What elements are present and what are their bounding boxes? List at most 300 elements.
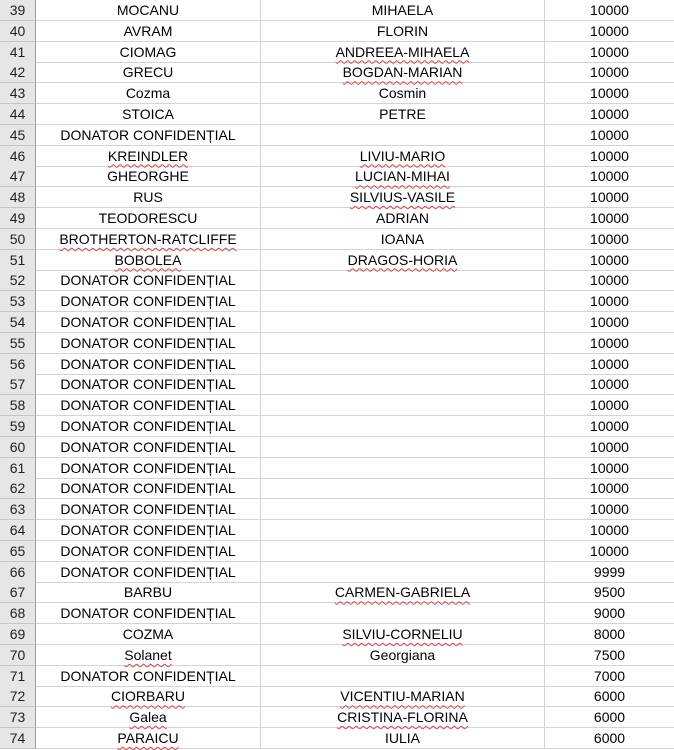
cell-first-name-text: IOANA — [380, 230, 425, 247]
table-row[interactable] — [0, 21, 674, 42]
cell-amount-text: 6000 — [593, 688, 626, 705]
cell-last-name-text: DONATOR CONFIDENȚIAL — [60, 397, 236, 414]
row-header[interactable] — [0, 624, 36, 645]
cell-amount[interactable] — [545, 603, 674, 624]
cell-amount-text: 10000 — [590, 189, 629, 206]
row-header-text: 68 — [9, 605, 26, 622]
row-header-text: 71 — [9, 667, 26, 684]
table-row[interactable] — [0, 270, 674, 291]
cell-amount[interactable] — [545, 666, 674, 687]
cell-amount-text: 10000 — [590, 376, 629, 393]
cell-amount[interactable] — [545, 291, 674, 312]
cell-last-name-text: DONATOR CONFIDENȚIAL — [60, 293, 236, 310]
row-header[interactable] — [0, 458, 36, 479]
row-header[interactable] — [0, 728, 36, 749]
row-header[interactable] — [0, 478, 36, 499]
row-header[interactable] — [0, 374, 36, 395]
row-header[interactable] — [0, 187, 36, 208]
cell-amount-text: 10000 — [590, 355, 629, 372]
cell-amount[interactable] — [545, 250, 674, 271]
table-row[interactable] — [0, 707, 674, 728]
cell-amount-text: 9500 — [593, 584, 626, 601]
row-header-text: 62 — [9, 480, 26, 497]
cell-last-name-text: KREINDLER — [107, 147, 189, 164]
row-header[interactable] — [0, 250, 36, 271]
table-row[interactable] — [0, 416, 674, 437]
table-row[interactable] — [0, 146, 674, 167]
cell-last-name[interactable] — [36, 187, 261, 208]
row-header-text: 54 — [9, 314, 26, 330]
cell-amount-text: 10000 — [590, 147, 629, 164]
cell-last-name-text: DONATOR CONFIDENȚIAL — [60, 272, 236, 289]
cell-last-name[interactable] — [36, 250, 261, 271]
cell-amount-text: 10000 — [590, 272, 629, 289]
row-header[interactable] — [0, 83, 36, 104]
table-row[interactable] — [0, 728, 674, 749]
cell-last-name[interactable] — [36, 416, 261, 437]
cell-last-name-text: DONATOR CONFIDENȚIAL — [60, 438, 236, 455]
cell-amount[interactable] — [545, 146, 674, 167]
cell-last-name-text: GRECU — [122, 64, 174, 81]
row-header-text: 63 — [9, 501, 26, 518]
row-header[interactable] — [0, 416, 36, 437]
table-row[interactable] — [0, 42, 674, 63]
cell-last-name[interactable] — [36, 83, 261, 104]
cell-first-name-text: SILVIU-CORNELIU — [342, 626, 463, 642]
cell-amount[interactable] — [545, 437, 674, 458]
cell-first-name[interactable] — [261, 645, 545, 666]
cell-last-name-text: DONATOR CONFIDENȚIAL — [60, 501, 236, 518]
cell-first-name[interactable] — [261, 208, 545, 229]
row-header[interactable] — [0, 229, 36, 250]
row-header-text: 40 — [9, 22, 26, 39]
cell-amount-text: 10000 — [590, 522, 629, 538]
cell-last-name-text: BARBU — [123, 584, 173, 601]
cell-last-name[interactable] — [36, 21, 261, 42]
cell-amount-text: 10000 — [590, 438, 629, 455]
row-header[interactable] — [0, 312, 36, 333]
cell-first-name[interactable] — [261, 333, 545, 354]
cell-first-name[interactable] — [261, 229, 545, 250]
cell-first-name[interactable] — [261, 707, 545, 728]
row-header[interactable] — [0, 291, 36, 312]
cell-last-name[interactable] — [36, 624, 261, 645]
cell-last-name[interactable] — [36, 541, 261, 562]
cell-amount-text: 6000 — [593, 709, 626, 726]
cell-amount[interactable] — [545, 125, 674, 146]
row-header-text: 69 — [9, 626, 26, 642]
table-row[interactable] — [0, 582, 674, 603]
row-header[interactable] — [0, 645, 36, 666]
cell-first-name[interactable] — [261, 541, 545, 562]
cell-last-name[interactable] — [36, 166, 261, 187]
cell-amount[interactable] — [545, 333, 674, 354]
cell-amount-text: 10000 — [590, 251, 629, 268]
row-header-text: 73 — [9, 709, 26, 726]
cell-amount-text: 7000 — [593, 667, 626, 684]
cell-amount[interactable] — [545, 582, 674, 603]
row-header-text: 66 — [9, 563, 26, 580]
row-header[interactable] — [0, 582, 36, 603]
table-row[interactable] — [0, 208, 674, 229]
cell-amount[interactable] — [545, 541, 674, 562]
row-header[interactable] — [0, 21, 36, 42]
table-row[interactable] — [0, 125, 674, 146]
row-header[interactable] — [0, 520, 36, 541]
cell-last-name-text: STOICA — [122, 106, 174, 122]
row-header-text: 43 — [9, 85, 26, 102]
cell-first-name[interactable] — [261, 395, 545, 416]
row-header-text: 67 — [9, 584, 26, 601]
row-header[interactable] — [0, 146, 36, 167]
cell-last-name-text: TEODORESCU — [98, 210, 198, 226]
cell-first-name[interactable] — [261, 83, 545, 104]
cell-first-name-text: IULIA — [384, 730, 420, 746]
cell-amount[interactable] — [545, 395, 674, 416]
cell-first-name-text: ADRIAN — [376, 210, 429, 226]
cell-amount-text: 10000 — [590, 2, 629, 18]
cell-first-name-text: LIVIU-MARIO — [359, 147, 446, 164]
cell-last-name[interactable] — [36, 478, 261, 499]
cell-amount-text: 10000 — [590, 210, 629, 226]
cell-last-name-text: BOBOLEA — [114, 251, 182, 268]
row-header[interactable] — [0, 603, 36, 624]
cell-first-name[interactable] — [261, 582, 545, 603]
cell-first-name-text: FLORIN — [376, 22, 429, 39]
cell-amount-text: 10000 — [590, 230, 629, 247]
cell-last-name-text: CIORBARU — [111, 688, 185, 705]
table-row[interactable] — [0, 83, 674, 104]
cell-last-name[interactable] — [36, 208, 261, 229]
cell-last-name-text: GHEORGHE — [107, 168, 189, 185]
cell-last-name[interactable] — [36, 520, 261, 541]
cell-first-name[interactable] — [261, 0, 545, 21]
row-header-text: 42 — [9, 64, 26, 81]
cell-amount[interactable] — [545, 624, 674, 645]
cell-last-name[interactable] — [36, 666, 261, 687]
cell-last-name-text: CIOMAG — [119, 43, 177, 60]
cell-first-name[interactable] — [261, 250, 545, 271]
row-header-text: 57 — [9, 376, 26, 393]
row-header-text: 72 — [9, 688, 26, 705]
cell-last-name-text: DONATOR CONFIDENȚIAL — [60, 522, 236, 538]
table-row[interactable] — [0, 666, 674, 687]
cell-amount-text: 10000 — [590, 418, 629, 434]
row-header-text: 64 — [9, 522, 26, 538]
cell-last-name[interactable] — [36, 333, 261, 354]
cell-first-name-text: Georgiana — [369, 646, 436, 663]
cell-first-name[interactable] — [261, 458, 545, 479]
cell-amount[interactable] — [545, 645, 674, 666]
row-header[interactable] — [0, 707, 36, 728]
cell-amount[interactable] — [545, 312, 674, 333]
table-row[interactable] — [0, 520, 674, 541]
cell-last-name-text: DONATOR CONFIDENȚIAL — [60, 480, 236, 497]
cell-last-name[interactable] — [36, 312, 261, 333]
cell-amount[interactable] — [545, 83, 674, 104]
cell-amount-text: 10000 — [590, 64, 629, 81]
cell-first-name[interactable] — [261, 374, 545, 395]
cell-amount-text: 7500 — [593, 646, 626, 663]
row-header-text: 44 — [9, 106, 26, 122]
cell-first-name[interactable] — [261, 624, 545, 645]
cell-first-name[interactable] — [261, 666, 545, 687]
cell-first-name[interactable] — [261, 166, 545, 187]
cell-amount[interactable] — [545, 707, 674, 728]
table-row[interactable] — [0, 624, 674, 645]
cell-amount-text: 10000 — [590, 43, 629, 60]
cell-last-name[interactable] — [36, 645, 261, 666]
row-header[interactable] — [0, 437, 36, 458]
row-header-text: 39 — [9, 2, 26, 18]
cell-amount[interactable] — [545, 104, 674, 125]
cell-last-name[interactable] — [36, 499, 261, 520]
row-header[interactable] — [0, 395, 36, 416]
cell-amount[interactable] — [545, 0, 674, 21]
row-header[interactable] — [0, 125, 36, 146]
cell-amount[interactable] — [545, 478, 674, 499]
cell-amount[interactable] — [545, 21, 674, 42]
cell-first-name[interactable] — [261, 270, 545, 291]
row-header-text: 70 — [9, 646, 26, 663]
table-row[interactable] — [0, 562, 674, 583]
cell-last-name[interactable] — [36, 229, 261, 250]
row-header[interactable] — [0, 686, 36, 707]
cell-amount-text: 10000 — [590, 168, 629, 185]
cell-amount[interactable] — [545, 229, 674, 250]
cell-last-name-text: DONATOR CONFIDENȚIAL — [60, 459, 236, 476]
table-row[interactable] — [0, 62, 674, 83]
cell-last-name[interactable] — [36, 582, 261, 603]
cell-amount-text: 10000 — [590, 293, 629, 310]
row-header[interactable] — [0, 166, 36, 187]
cell-last-name-text: DONATOR CONFIDENȚIAL — [60, 314, 236, 330]
table-row[interactable] — [0, 395, 674, 416]
row-header-text: 65 — [9, 542, 26, 559]
table-row[interactable] — [0, 541, 674, 562]
cell-amount[interactable] — [545, 62, 674, 83]
cell-first-name[interactable] — [261, 728, 545, 749]
cell-amount[interactable] — [545, 270, 674, 291]
cell-last-name[interactable] — [36, 291, 261, 312]
table-row[interactable] — [0, 0, 674, 21]
cell-first-name[interactable] — [261, 187, 545, 208]
cell-amount-text: 10000 — [590, 542, 629, 559]
cell-amount-text: 9000 — [593, 605, 626, 622]
row-header-text: 45 — [9, 126, 26, 143]
cell-last-name-text: DONATOR CONFIDENȚIAL — [60, 126, 236, 143]
cell-amount-text: 10000 — [590, 397, 629, 414]
cell-first-name[interactable] — [261, 437, 545, 458]
cell-amount-text: 10000 — [590, 22, 629, 39]
cell-first-name-text: ANDREEA-MIHAELA — [335, 43, 470, 60]
cell-amount-text: 9999 — [593, 563, 626, 580]
cell-last-name[interactable] — [36, 562, 261, 583]
cell-last-name-text: DONATOR CONFIDENȚIAL — [60, 376, 236, 393]
table-row[interactable] — [0, 374, 674, 395]
cell-first-name[interactable] — [261, 125, 545, 146]
cell-amount[interactable] — [545, 208, 674, 229]
cell-first-name[interactable] — [261, 291, 545, 312]
cell-first-name[interactable] — [261, 42, 545, 63]
cell-last-name[interactable] — [36, 686, 261, 707]
cell-last-name-text: DONATOR CONFIDENȚIAL — [60, 667, 236, 684]
cell-last-name[interactable] — [36, 104, 261, 125]
cell-amount-text: 10000 — [590, 106, 629, 122]
row-header[interactable] — [0, 62, 36, 83]
cell-first-name[interactable] — [261, 603, 545, 624]
table-row[interactable] — [0, 645, 674, 666]
row-header[interactable] — [0, 499, 36, 520]
cell-amount[interactable] — [545, 354, 674, 375]
table-row[interactable] — [0, 437, 674, 458]
cell-first-name[interactable] — [261, 354, 545, 375]
cell-first-name-text: LUCIAN-MIHAI — [355, 168, 450, 185]
cell-last-name[interactable] — [36, 0, 261, 21]
cell-last-name-text: AVRAM — [123, 22, 173, 39]
cell-last-name-text: Galea — [129, 709, 167, 726]
cell-amount[interactable] — [545, 42, 674, 63]
row-header[interactable] — [0, 104, 36, 125]
cell-first-name-text: Cosmin — [378, 85, 427, 102]
cell-first-name[interactable] — [261, 146, 545, 167]
cell-first-name-text: VICENTIU-MARIAN — [340, 688, 465, 705]
cell-first-name[interactable] — [261, 416, 545, 437]
row-header-text: 74 — [9, 730, 26, 746]
cell-last-name[interactable] — [36, 728, 261, 749]
row-header-text: 56 — [9, 355, 26, 372]
cell-last-name[interactable] — [36, 354, 261, 375]
cell-amount[interactable] — [545, 686, 674, 707]
cell-first-name[interactable] — [261, 62, 545, 83]
cell-first-name-text: SILVIUS-VASILE — [349, 189, 456, 206]
row-header-text: 59 — [9, 418, 26, 434]
row-header-text: 51 — [9, 251, 26, 268]
table-row[interactable] — [0, 354, 674, 375]
cell-last-name-text: MOCANU — [116, 2, 180, 18]
table-row[interactable] — [0, 458, 674, 479]
cell-first-name-text: CRISTINA-FLORINA — [337, 709, 468, 726]
cell-first-name[interactable] — [261, 499, 545, 520]
cell-last-name-text: DONATOR CONFIDENȚIAL — [60, 605, 236, 622]
cell-last-name[interactable] — [36, 603, 261, 624]
cell-first-name[interactable] — [261, 478, 545, 499]
row-header[interactable] — [0, 0, 36, 21]
cell-amount-text: 10000 — [590, 480, 629, 497]
cell-first-name-text: BOGDAN-MARIAN — [342, 64, 463, 81]
cell-amount-text: 10000 — [590, 85, 629, 102]
cell-amount-text: 10000 — [590, 126, 629, 143]
cell-last-name-text: DONATOR CONFIDENȚIAL — [60, 418, 236, 434]
cell-last-name[interactable] — [36, 458, 261, 479]
cell-amount[interactable] — [545, 166, 674, 187]
cell-amount[interactable] — [545, 728, 674, 749]
cell-amount-text: 10000 — [590, 459, 629, 476]
cell-last-name-text: PARAICU — [117, 730, 179, 746]
row-header-text: 52 — [9, 272, 26, 289]
cell-first-name[interactable] — [261, 520, 545, 541]
row-header-text: 48 — [9, 189, 26, 206]
cell-amount-text: 10000 — [590, 314, 629, 330]
cell-amount[interactable] — [545, 374, 674, 395]
table-row[interactable] — [0, 603, 674, 624]
cell-first-name-text: PETRE — [379, 106, 426, 122]
cell-last-name[interactable] — [36, 125, 261, 146]
cell-last-name[interactable] — [36, 270, 261, 291]
cell-last-name-text: COZMA — [122, 626, 174, 642]
table-row[interactable] — [0, 250, 674, 271]
table-row[interactable] — [0, 333, 674, 354]
cell-amount[interactable] — [545, 458, 674, 479]
cell-last-name[interactable] — [36, 395, 261, 416]
row-header-text: 60 — [9, 438, 26, 455]
cell-first-name[interactable] — [261, 686, 545, 707]
cell-amount[interactable] — [545, 499, 674, 520]
row-header-text: 61 — [9, 459, 26, 476]
cell-last-name[interactable] — [36, 707, 261, 728]
row-header[interactable] — [0, 666, 36, 687]
row-header[interactable] — [0, 562, 36, 583]
cell-first-name-text: CARMEN-GABRIELA — [334, 584, 471, 601]
cell-last-name-text: Cozma — [125, 85, 171, 102]
table-row[interactable] — [0, 312, 674, 333]
cell-amount[interactable] — [545, 562, 674, 583]
cell-last-name-text: DONATOR CONFIDENȚIAL — [60, 563, 236, 580]
row-header[interactable] — [0, 541, 36, 562]
table-row[interactable] — [0, 291, 674, 312]
cell-first-name[interactable] — [261, 21, 545, 42]
table-row[interactable] — [0, 166, 674, 187]
table-row[interactable] — [0, 104, 674, 125]
row-header-text: 47 — [9, 168, 26, 185]
row-header[interactable] — [0, 333, 36, 354]
cell-last-name-text: DONATOR CONFIDENȚIAL — [60, 355, 236, 372]
cell-first-name[interactable] — [261, 312, 545, 333]
cell-last-name[interactable] — [36, 42, 261, 63]
cell-amount-text: 6000 — [593, 730, 626, 746]
row-header-text: 55 — [9, 334, 26, 351]
cell-amount-text: 10000 — [590, 334, 629, 351]
cell-last-name[interactable] — [36, 374, 261, 395]
table-row[interactable] — [0, 499, 674, 520]
cell-amount[interactable] — [545, 187, 674, 208]
table-row[interactable] — [0, 478, 674, 499]
row-header-text: 53 — [9, 293, 26, 310]
table-row[interactable] — [0, 187, 674, 208]
row-header[interactable] — [0, 270, 36, 291]
cell-last-name-text: RUS — [133, 189, 163, 206]
cell-amount-text: 10000 — [590, 501, 629, 518]
cell-last-name-text: BROTHERTON-RATCLIFFE — [59, 230, 237, 247]
cell-amount[interactable] — [545, 520, 674, 541]
cell-amount-text: 8000 — [593, 626, 626, 642]
cell-last-name-text: DONATOR CONFIDENȚIAL — [60, 334, 236, 351]
cell-last-name[interactable] — [36, 62, 261, 83]
row-header[interactable] — [0, 208, 36, 229]
cell-first-name[interactable] — [261, 562, 545, 583]
cell-amount[interactable] — [545, 416, 674, 437]
table-row[interactable] — [0, 686, 674, 707]
row-header-text: 58 — [9, 397, 26, 414]
cell-last-name[interactable] — [36, 437, 261, 458]
table-row[interactable] — [0, 229, 674, 250]
row-header[interactable] — [0, 42, 36, 63]
cell-last-name[interactable] — [36, 146, 261, 167]
row-header-text: 50 — [9, 230, 26, 247]
cell-first-name[interactable] — [261, 104, 545, 125]
row-header[interactable] — [0, 354, 36, 375]
cell-first-name-text: MIHAELA — [371, 2, 434, 18]
